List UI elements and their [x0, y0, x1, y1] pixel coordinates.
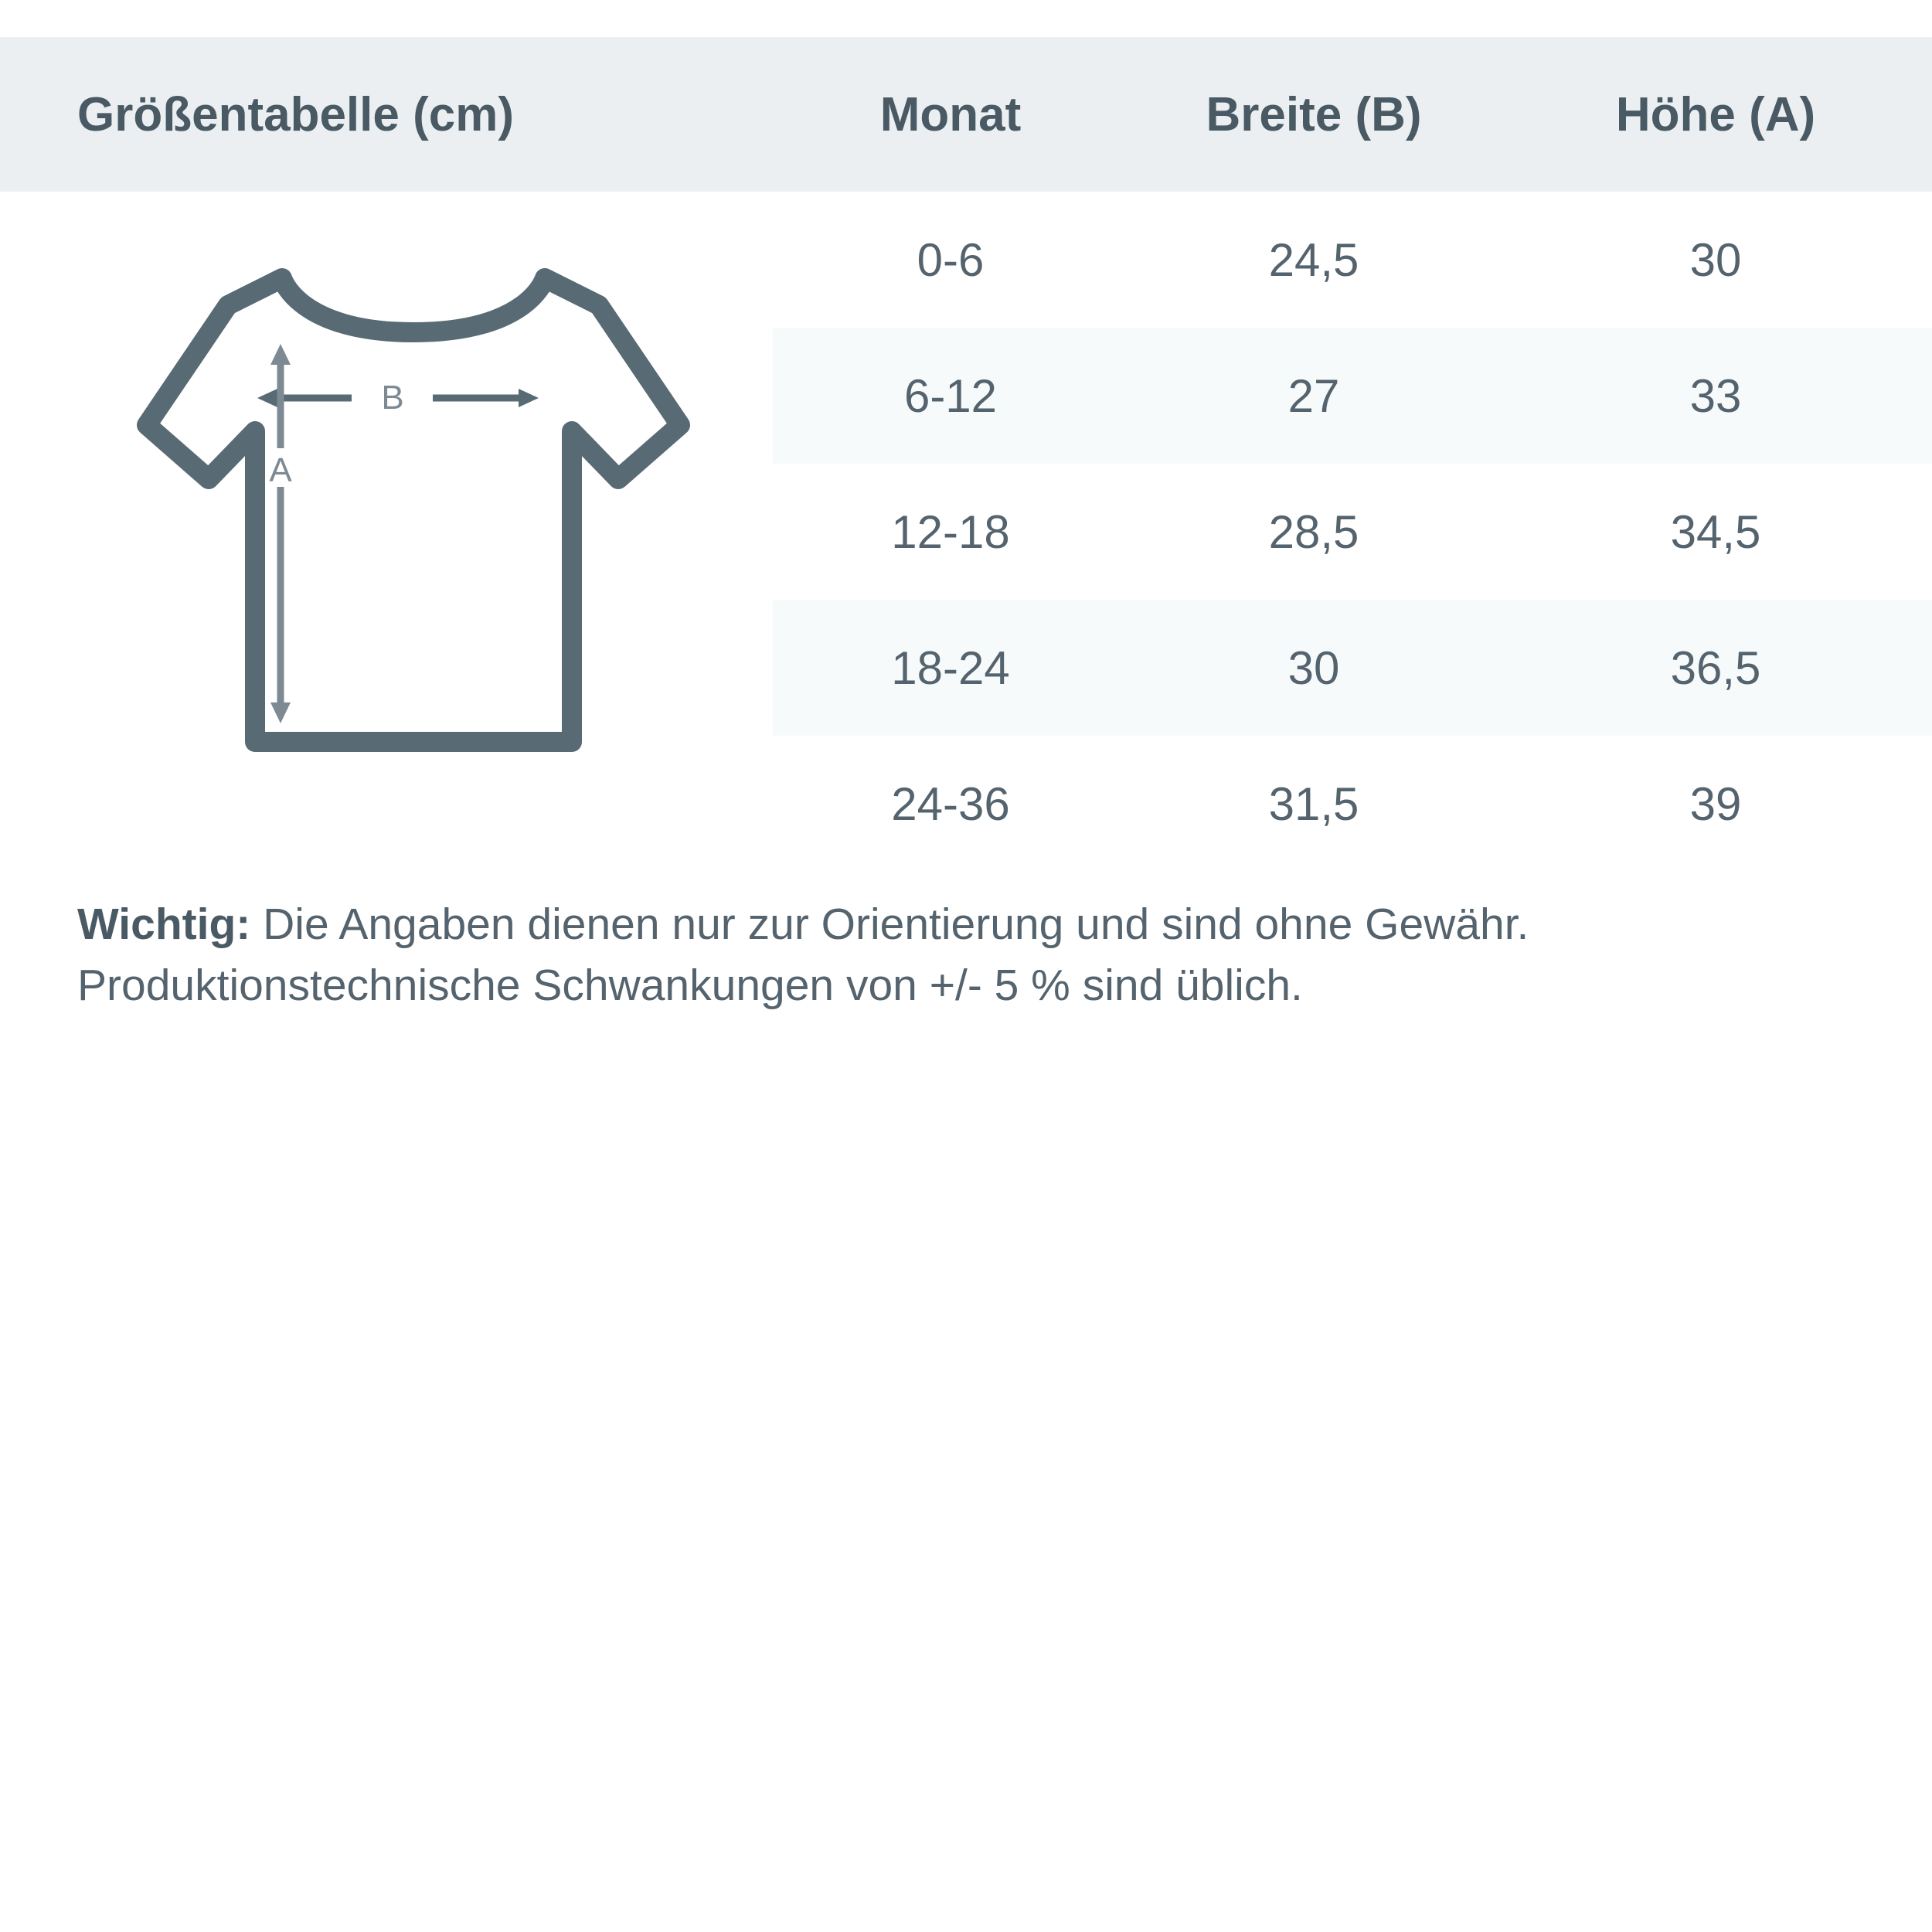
- cell-month: 18-24: [773, 600, 1128, 736]
- cell-width: 31,5: [1128, 736, 1499, 872]
- cell-month: 0-6: [773, 192, 1128, 328]
- tshirt-outline-icon: [147, 278, 680, 742]
- disclaimer-text: Die Angaben dienen nur zur Orientierung und sind ohne Gewähr. Produktionstechnische Schwankungen von +/- 5 % sind üblich.: [77, 900, 1529, 1010]
- cell-height: 39: [1499, 736, 1932, 872]
- disclaimer-note: [77, 894, 1878, 1015]
- height-label: A: [269, 451, 292, 489]
- cell-month: 12-18: [773, 464, 1128, 600]
- column-header-month: Monat: [773, 37, 1128, 192]
- cell-month: 24-36: [773, 736, 1128, 872]
- table-caption: Größentabelle (cm): [0, 37, 773, 192]
- width-label: B: [381, 379, 404, 417]
- tshirt-diagram: [128, 232, 715, 773]
- cell-height: 34,5: [1499, 464, 1932, 600]
- column-header-height: Höhe (A): [1499, 37, 1932, 192]
- cell-width: 30: [1128, 600, 1499, 736]
- table-header-row: [0, 37, 1932, 192]
- cell-month: 6-12: [773, 328, 1128, 464]
- cell-width: 24,5: [1128, 192, 1499, 328]
- column-header-width: Breite (B): [1128, 37, 1499, 192]
- cell-height: 36,5: [1499, 600, 1932, 736]
- cell-height: 30: [1499, 192, 1932, 328]
- cell-width: 27: [1128, 328, 1499, 464]
- table-header: [0, 37, 1932, 192]
- disclaimer-strong: Wichtig:: [77, 900, 251, 949]
- cell-width: 28,5: [1128, 464, 1499, 600]
- cell-height: 33: [1499, 328, 1932, 464]
